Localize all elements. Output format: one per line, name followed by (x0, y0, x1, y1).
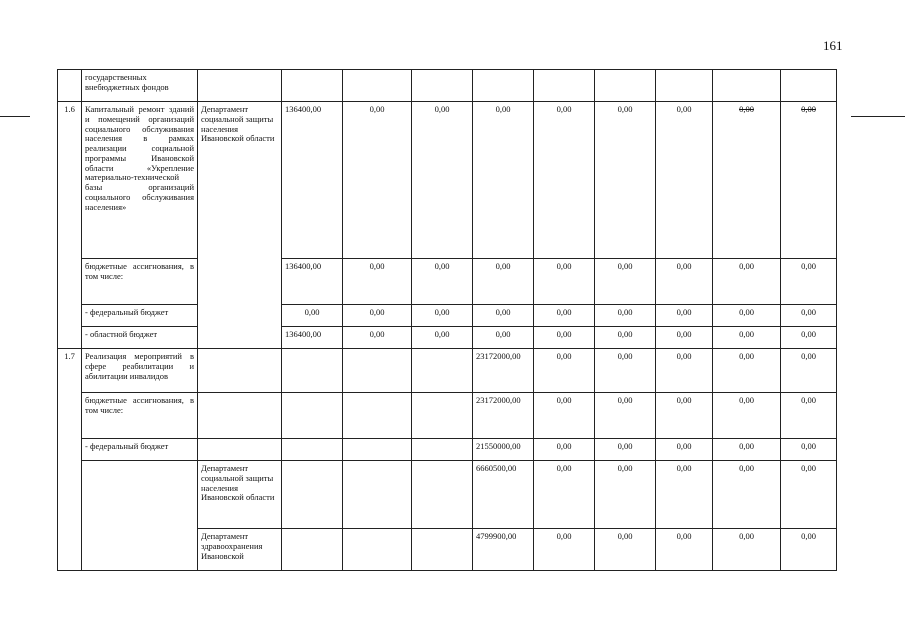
value-cell: 136400,00 (282, 259, 343, 305)
value-cell: 0,00 (473, 102, 534, 259)
value-cell: 136400,00 (282, 102, 343, 259)
name-cell: Реализация мероприятий в сфере реабилитации и абилитации инвалидов (82, 349, 198, 393)
value-cell: 0,00 (656, 349, 713, 393)
index-cell: 1.7 (58, 349, 82, 571)
index-cell: 1.6 (58, 102, 82, 349)
value-cell: 0,00 (595, 529, 656, 571)
value-cell: 0,00 (595, 393, 656, 439)
value-cell: 0,00 (713, 529, 781, 571)
value-cell: 0,00 (412, 102, 473, 259)
value-cell: 0,00 (781, 259, 837, 305)
table-row (58, 439, 837, 461)
value-cell: 0,00 (534, 439, 595, 461)
table-row (58, 393, 837, 439)
value-cell: 0,00 (656, 327, 713, 349)
name-cell: бюджетные ассигнования, в том числе: (82, 393, 198, 439)
right-margin-rule (851, 116, 905, 117)
left-margin-rule (0, 116, 30, 117)
value-cell: 0,00 (656, 393, 713, 439)
value-cell: 0,00 (781, 327, 837, 349)
name-cell: Капитальный ремонт зданий и помещений организаций социального обслуживания населения в рамках реализации социальной программы Ивановской области «Укрепление материально-технической базы организаций социального обслуживания населения» (82, 102, 198, 259)
name-cell: - областной бюджет (82, 327, 198, 349)
value-cell: 23172000,00 (473, 349, 534, 393)
value-cell: 0,00 (656, 439, 713, 461)
value-cell: 0,00 (534, 349, 595, 393)
value-cell: 21550000,00 (473, 439, 534, 461)
name-cell: - федеральный бюджет (82, 439, 198, 461)
executor-cell: Департамент здравоохранения Ивановской (198, 529, 282, 571)
value-cell: 0,00 (713, 461, 781, 529)
table-row (58, 259, 837, 305)
value-cell: 0,00 (595, 259, 656, 305)
value-cell: 0,00 (656, 259, 713, 305)
value-cell: 0,00 (595, 327, 656, 349)
value-cell: 0,00 (781, 102, 837, 259)
value-cell: 0,00 (781, 349, 837, 393)
value-cell: 0,00 (595, 305, 656, 327)
value-cell: 4799900,00 (473, 529, 534, 571)
value-cell: 0,00 (656, 529, 713, 571)
value-cell: 0,00 (713, 349, 781, 393)
value-cell: 0,00 (534, 305, 595, 327)
page-number: 161 (823, 38, 843, 53)
value-cell: 0,00 (343, 259, 412, 305)
value-cell: 0,00 (343, 305, 412, 327)
value-cell: 0,00 (534, 327, 595, 349)
value-cell: 0,00 (781, 439, 837, 461)
name-cell (82, 461, 198, 571)
value-cell: 0,00 (781, 393, 837, 439)
value-cell: 0,00 (713, 327, 781, 349)
value-cell: 0,00 (473, 259, 534, 305)
value-cell: 0,00 (534, 259, 595, 305)
table-row (58, 461, 837, 529)
value-cell: 0,00 (343, 327, 412, 349)
executor-cell: Департамент социальной защиты населения Ивановской области (198, 461, 282, 529)
value-cell: 0,00 (534, 102, 595, 259)
value-cell: 0,00 (473, 305, 534, 327)
name-cell: бюджетные ассигнования, в том числе: (82, 259, 198, 305)
value-cell: 0,00 (656, 102, 713, 259)
value-cell: 0,00 (412, 327, 473, 349)
value-cell: 0,00 (713, 259, 781, 305)
value-cell: 0,00 (656, 461, 713, 529)
value-cell: 0,00 (412, 259, 473, 305)
value-cell: 0,00 (412, 305, 473, 327)
value-cell: 0,00 (282, 305, 343, 327)
value-cell: 0,00 (656, 305, 713, 327)
executor-cell: Департамент социальной защиты населения Ивановской области (198, 102, 282, 349)
value-cell: 0,00 (713, 305, 781, 327)
value-cell: 0,00 (713, 102, 781, 259)
name-cell: - федеральный бюджет (82, 305, 198, 327)
value-cell: 0,00 (534, 393, 595, 439)
table-row (58, 102, 837, 259)
value-cell: 0,00 (595, 439, 656, 461)
table-row (58, 349, 837, 393)
value-cell: 0,00 (534, 461, 595, 529)
value-cell: 0,00 (781, 529, 837, 571)
value-cell: 6660500,00 (473, 461, 534, 529)
value-cell: 0,00 (713, 393, 781, 439)
value-cell: 23172000,00 (473, 393, 534, 439)
value-cell: 0,00 (595, 102, 656, 259)
budget-table (57, 69, 837, 571)
value-cell: 0,00 (781, 461, 837, 529)
table-row (58, 70, 837, 102)
value-cell: 0,00 (595, 349, 656, 393)
table-row (58, 305, 837, 327)
value-cell: 0,00 (473, 327, 534, 349)
table-row (58, 327, 837, 349)
index-cell (58, 70, 82, 102)
value-cell: 0,00 (781, 305, 837, 327)
value-cell: 0,00 (534, 529, 595, 571)
name-cell: государственных внебюджетных фондов (82, 70, 198, 102)
value-cell: 0,00 (713, 439, 781, 461)
value-cell: 136400,00 (282, 327, 343, 349)
value-cell: 0,00 (343, 102, 412, 259)
value-cell: 0,00 (595, 461, 656, 529)
